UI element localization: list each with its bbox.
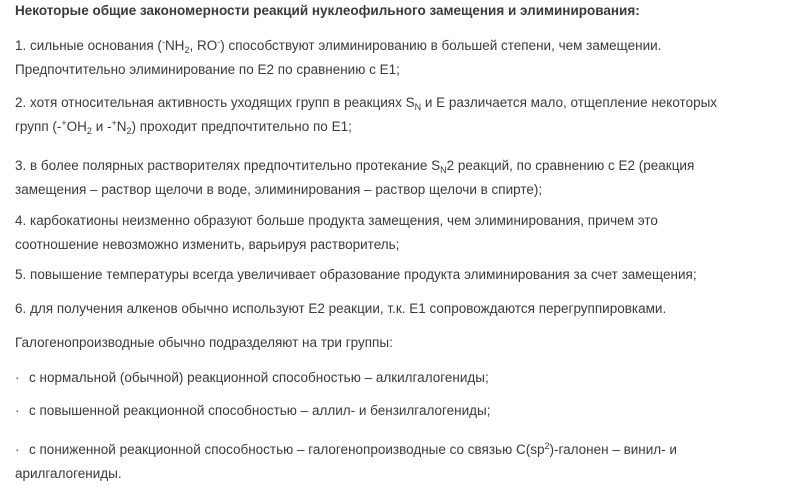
rule-1 xyxy=(15,34,790,82)
group-item-1: · с нормальной (обычной) реакционной способностью – алкилгалогениды; xyxy=(15,366,790,390)
rule-2-line-2: групп ($-^+OH_2$ и $-^+N_2$) проходит предпочтительно по Е1; xyxy=(15,118,352,136)
rule-4 xyxy=(15,209,790,257)
rule-2 xyxy=(15,91,790,139)
rule-4-line-1: 4. карбокатионы неизменно образуют больше продукта замещения, чем элиминирования, причем это xyxy=(15,213,658,228)
rule-2-line-1: 2. хотя относительная активность уходящих групп в реакциях $S_N$ и Е различается мало, отщепление некоторых xyxy=(15,95,718,112)
rule-5: 5. повышение температуры всегда увеличивает образование продукта элиминирования за счет замещения; xyxy=(15,267,697,282)
document-title: Некоторые общие закономерности реакций нуклеофильного замещения и элиминирования: xyxy=(15,3,640,18)
rule-6: 6. для получения алкенов обычно используют Е2 реакции, т.к. Е1 сопровождаются перегруппировками. xyxy=(15,301,667,316)
rule-4-line-2: соотношение невозможно изменить, варьируя растворитель; xyxy=(15,237,400,252)
group-item-2: · с повышенной реакционной способностью – аллил- и бензилгалогениды; xyxy=(15,399,790,423)
rule-1-line-1: 1. сильные основания ($^-NH_2$, RO-) способствуют элиминированию в большей степени, чем замещении. xyxy=(15,37,662,55)
rule-3 xyxy=(15,154,790,202)
bullet-icon: · xyxy=(15,370,20,385)
bullet-icon: · xyxy=(15,442,20,457)
rule-1-line-2: Предпочтительно элиминирование по Е2 по сравнению с Е1; xyxy=(15,62,400,77)
rule-3-line-2: замещения – раствор щелочи в воде, элиминирования – раствор щелочи в спирте); xyxy=(15,182,543,197)
bullet-icon: · xyxy=(15,403,20,418)
group-item-3: · с пониженной реакционной способностью – галогенопроизводные со связью $С(sp^2)$-галонен – винил- и арилгалогениды. xyxy=(15,438,790,486)
rule-3-line-1: 3. в более полярных растворителях предпочтительно протекание $S_N2$ реакций, по сравнению с Е2 (реакция xyxy=(15,158,695,175)
groups-intro: Галогенопроизводные обычно подразделяют на три группы: xyxy=(15,335,393,350)
